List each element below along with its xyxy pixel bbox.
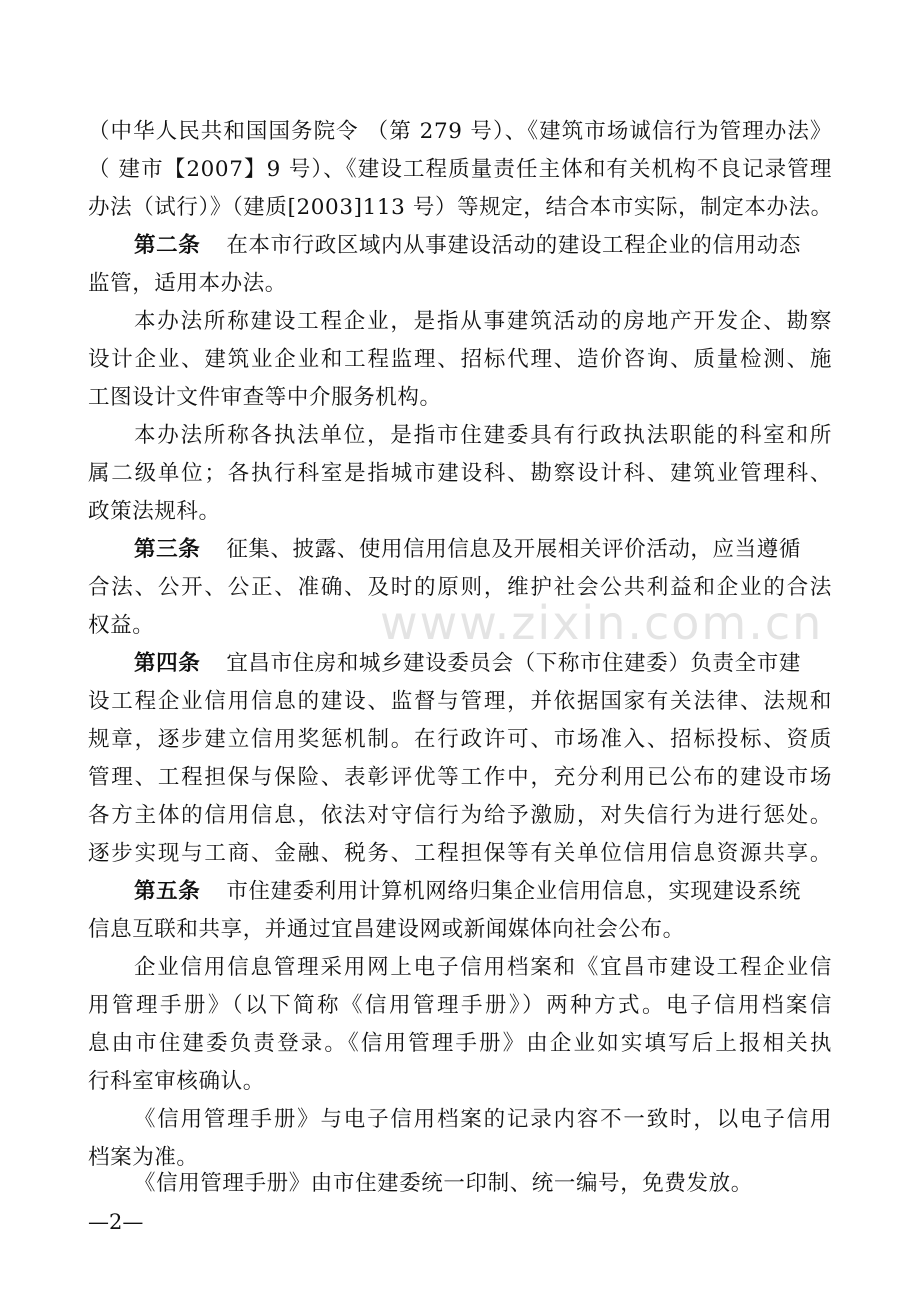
text-line: 本办法所称各执法单位，是指市住建委具有行政执法职能的科室和所 [134,423,832,448]
text-span: 在本市行政区域内从事建设活动的建设工程企业的信用动态 [226,233,801,258]
text-line: 办法（试行）》（建质[2003]113 号）等规定，结合本市实际，制定本办法。 [88,195,833,220]
text-line: 《信用管理手册》由市住建委统一印制、统一编号，免费发放。 [134,1171,753,1196]
text-line: 设工程企业信用信息的建设、监督与管理，并依据国家有关法律、法规和 [88,689,832,714]
article-2-line [134,227,832,265]
text-line: 工图设计文件审查等中介服务机构。 [88,385,442,410]
article-heading: 第五条 [134,879,201,904]
text-span: 市住建委利用计算机网络归集企业信用信息，实现建设系统 [226,879,801,904]
article-heading: 第四条 [134,651,201,676]
text-line: （中华人民共和国国务院令 （第 279 号）、《建筑市场诚信行为管理办法》 [88,119,832,144]
text-span: 宜昌市住房和城乡建设委员会（下称市住建委）负责全市建 [226,651,801,676]
text-line: 设计企业、建筑业企业和工程监理、招标代理、造价咨询、质量检测、施 [88,347,832,372]
article-3-line [134,531,832,569]
text-line: 息由市住建委负责登录。《信用管理手册》由企业如实填写后上报相关执 [88,1031,832,1056]
text-line: 监管，适用本办法。 [88,271,287,296]
text-line: 权益。 [88,613,155,638]
text-line: 信息互联和共享，并通过宜昌建设网或新闻媒体向社会公布。 [88,917,685,942]
text-line: 属二级单位；各执行科室是指城市建设科、勘察设计科、建筑业管理科、 [88,461,832,486]
text-line: 用管理手册》（以下简称《信用管理手册》）两种方式。电子信用档案信 [88,993,832,1018]
text-line: 政策法规科。 [88,499,221,524]
text-span: 征集、披露、使用信用信息及开展相关评价活动，应当遵循 [226,537,801,562]
article-5-line [134,873,832,911]
text-line: 逐步实现与工商、金融、税务、工程担保等有关单位信用信息资源共享。 [88,841,832,866]
text-line: 本办法所称建设工程企业，是指从事建筑活动的房地产开发企、勘察 [134,309,832,334]
text-line: （ 建市【2007】9 号）、《建设工程质量责任主体和有关机构不良记录管理 [88,157,832,182]
text-line: 合法、公开、公正、准确、及时的原则，维护社会公共利益和企业的合法 [88,575,832,600]
article-4-line [134,645,832,683]
text-line: 档案为准。 [88,1145,199,1170]
text-line: 管理、工程担保与保险、表彰评优等工作中，充分利用已公布的建设市场 [88,765,832,790]
text-line: 行科室审核确认。 [88,1069,265,1094]
page-number: —2— [88,1210,144,1234]
watermark: www.zixin.com.cn [380,596,824,650]
article-heading: 第二条 [134,233,201,258]
text-line: 《信用管理手册》与电子信用档案的记录内容不一致时，以电子信用 [134,1107,832,1132]
article-heading: 第三条 [134,537,201,562]
text-line: 企业信用信息管理采用网上电子信用档案和《宜昌市建设工程企业信 [134,955,832,980]
text-line: 各方主体的信用信息，依法对守信行为给予激励，对失信行为进行惩处。 [88,803,832,828]
text-line: 规章，逐步建立信用奖惩机制。在行政许可、市场准入、招标投标、资质 [88,727,832,752]
